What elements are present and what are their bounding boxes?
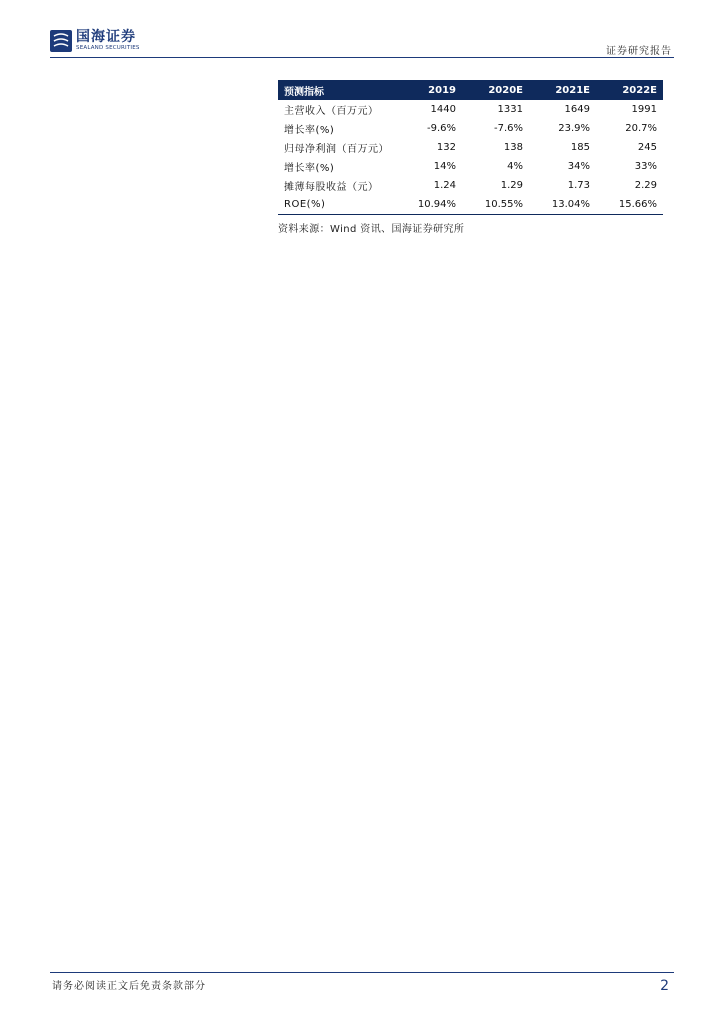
table-cell: -7.6% bbox=[493, 123, 523, 134]
company-logo bbox=[50, 30, 140, 52]
column-header: 2021E bbox=[529, 80, 596, 100]
table-cell: 14% bbox=[433, 161, 456, 172]
footer-divider bbox=[50, 972, 674, 973]
table-cell: 1.29 bbox=[500, 180, 523, 191]
table-cell: -9.6% bbox=[426, 123, 456, 134]
column-header: 2022E bbox=[596, 80, 663, 100]
sealand-logo-icon bbox=[50, 30, 72, 52]
forecast-table bbox=[278, 80, 663, 215]
column-header: 预测指标 bbox=[278, 80, 395, 100]
table-cell: 1991 bbox=[631, 104, 657, 115]
table-cell: 13.04% bbox=[551, 199, 590, 210]
table-cell: 10.94% bbox=[417, 199, 456, 210]
table-cell: 132 bbox=[436, 142, 456, 153]
column-header: 2019 bbox=[395, 80, 462, 100]
table-cell: 1331 bbox=[497, 104, 523, 115]
table-row bbox=[278, 100, 663, 119]
table-cell: 1.73 bbox=[567, 180, 590, 191]
table-cell: 34% bbox=[567, 161, 590, 172]
table-cell: 245 bbox=[637, 142, 657, 153]
table-cell: 20.7% bbox=[625, 123, 657, 134]
row-label: 增长率(%) bbox=[284, 163, 335, 174]
table-source-note: 资料来源：Wind 资讯、国海证券研究所 bbox=[278, 224, 465, 235]
logo-english-name: SEALAND SECURITIES bbox=[76, 45, 140, 52]
table-cell: 15.66% bbox=[618, 199, 657, 210]
table-header-row bbox=[278, 80, 663, 100]
page-header bbox=[0, 0, 724, 60]
table-row bbox=[278, 138, 663, 157]
row-label: 主营收入（百万元） bbox=[284, 106, 379, 117]
table-cell: 4% bbox=[507, 161, 523, 172]
row-label: 归母净利润（百万元） bbox=[284, 144, 389, 155]
table-row bbox=[278, 119, 663, 138]
row-label: ROE(%) bbox=[284, 199, 326, 210]
table-cell: 138 bbox=[503, 142, 523, 153]
table-cell: 1649 bbox=[564, 104, 590, 115]
table-row bbox=[278, 176, 663, 195]
column-header: 2020E bbox=[462, 80, 529, 100]
forecast-table-container bbox=[278, 80, 663, 215]
table-cell: 1.24 bbox=[433, 180, 456, 191]
document-type-label: 证券研究报告 bbox=[606, 46, 672, 57]
row-label: 摊薄每股收益（元） bbox=[284, 182, 379, 193]
table-cell: 23.9% bbox=[558, 123, 590, 134]
table-cell: 1440 bbox=[430, 104, 456, 115]
header-divider bbox=[50, 57, 674, 58]
table-cell: 10.55% bbox=[484, 199, 523, 210]
table-cell: 33% bbox=[634, 161, 657, 172]
table-row bbox=[278, 157, 663, 176]
table-cell: 185 bbox=[570, 142, 590, 153]
row-label: 增长率(%) bbox=[284, 125, 335, 136]
footer-disclaimer: 请务必阅读正文后免责条款部分 bbox=[52, 981, 206, 992]
page-number: 2 bbox=[660, 978, 669, 994]
table-row bbox=[278, 195, 663, 215]
table-cell: 2.29 bbox=[634, 180, 657, 191]
logo-chinese-name: 国海证券 bbox=[76, 29, 136, 46]
